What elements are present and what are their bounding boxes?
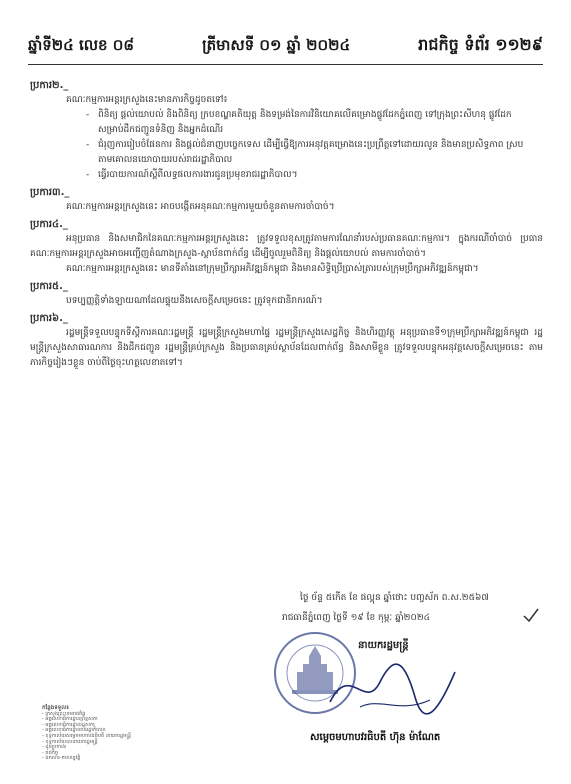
article-6-text: រដ្ឋមន្ត្រីទទួលបន្ទុកទីស្តីការគណៈរដ្ឋមន្ត្រី រដ្ឋមន្ត្រីក្រសួងមហាផ្ទៃ រដ្ឋមន្ត្រីក្រសួងសេដ្ឋកិច្ច និងហិរញ្ញវត្ថុ អនុប្រធានទី១ក្រុមប្រឹក្សាអភិវឌ្ឍន៍កម្ពុជា រដ្ឋមន្ត្រីក្រសួងសាធារណការ និងដឹកជញ្ជូន រដ្ឋមន្ត្រីគ្រប់ក្រសួង និងប្រធានគ្រប់ស្ថាប័នដែលពាក់ព័ន្ធ និងសាមីខ្លួន ត្រូវទទួលបន្ទុកអនុវត្តសេចក្តីសម្រេចនេះ តាមភារកិច្ចរៀងៗខ្លួន ចាប់ពីថ្ងៃចុះហត្ថលេខាតទៅ។ [30, 328, 543, 368]
article-4-text: អនុប្រធាន និងសមាជិកនៃគណៈកម្មការអន្តរក្រសួងនេះ ត្រូវទទួលខុសត្រូវតាមការណែនាំរបស់ប្រធានគណៈកម្មការ។ ក្នុងករណីចាំបាច់ ប្រធានគណៈកម្មការអន្តរក្រសួងអាចអញ្ជើញតំណាងក្រសួង-ស្ថាប័នពាក់ព័ន្ធ ដើម្បីចូលរួមពិនិត្យ និងផ្តល់យោបល់ តាមការចាំបាច់។ [30, 234, 543, 259]
article-2-title: ប្រការ២._ [30, 80, 69, 91]
recipients-title: កន្លែងទទួល៖ [42, 705, 69, 711]
recipient-item: - អគ្គលេខាធិការដ្ឋានព្រឹទ្ធសភា [42, 716, 98, 723]
recipient-item: - រាជកិច្ច [42, 749, 59, 756]
article-2-duties [30, 108, 543, 183]
recipient-item: - ដូចប្រការ៦ [42, 744, 67, 751]
header-divider [28, 64, 543, 65]
page-number: រាជកិច្ច ទំព័រ ១១២៩ [418, 35, 543, 54]
recipient-item: - អគ្គលេខាធិការដ្ឋានរាជរដ្ឋាភិបាល [42, 727, 106, 734]
duty-item: - ជំរុញការរៀបចំផែនការ និងផ្តល់ជំនាញបច្ចេកទេស ដើម្បីធ្វើឱ្យការអនុវត្តគម្រោងនេះប្រព្រឹត្តទៅដោយរលូន និងមានប្រសិទ្ធភាព ស្របតាមគោលនយោបាយរបស់រាជរដ្ឋាភិបាល [30, 138, 543, 168]
duty-item: - ពិនិត្យ ផ្តល់យោបល់ និងពិនិត្យ ក្របខណ្ឌគតិយុត្ត និងទម្រង់នៃការវិនិយោគលើគម្រោងផ្លូវដែកភ្នំពេញ ទៅក្រុងព្រះសីហនុ ផ្លូវដែកសម្រាប់ដឹកជញ្ជូនទំនិញ និងអ្នកដំណើរ [30, 108, 543, 138]
recipient-item: - អគ្គលេខាធិការដ្ឋានរដ្ឋសភា [42, 721, 95, 728]
checkmark-icon [432, 606, 542, 624]
recipient-item: - ឯកសារ-កាលប្បវត្តិ [42, 755, 81, 762]
recipient-item: - ខុទ្ទកាល័យឧបនាយករដ្ឋមន្ត្រី [42, 738, 98, 745]
article-4-text-2: គណៈកម្មការអន្តរក្រសួងនេះ មានទីតាំងនៅក្រុមប្រឹក្សាអភិវឌ្ឍន៍កម្ពុជា និងមានសិទ្ធិប្រើប្រាស់ត្រារបស់ក្រុមប្រឹក្សាអភិវឌ្ឍន៍កម្ពុជា។ [66, 264, 479, 274]
article-5-text: បទប្បញ្ញត្តិទាំងឡាយណាដែលផ្ទុយនឹងសេចក្តីសម្រេចនេះ ត្រូវទុកជានិរាករណ៍។ [66, 296, 323, 306]
article-5-title: ប្រការ៥._ [30, 281, 68, 292]
article-4-title: ប្រការ៤._ [30, 219, 68, 230]
duty-item: - ធ្វើរបាយការណ៍ស្តីពីលទ្ធផលការងារជូនប្រមុខរាជរដ្ឋាភិបាល។ [30, 168, 543, 183]
article-2-intro: គណៈកម្មការអន្តរក្រសួងនេះមានភារកិច្ចដូចតទៅ៖ [66, 95, 228, 105]
recipient-item: - ក្រសួងព្រះបរមរាជវាំង [42, 710, 86, 717]
document-body [30, 76, 543, 371]
issue-number: ឆ្នាំទី២៤ លេខ ០៨ [28, 36, 135, 54]
lunar-date: ថ្ងៃ ច័ន្ទ ៥កើត ខែ ផល្គុន ឆ្នាំថោះ បញ្ចស័ក ព.ស.២៥៦៧ [300, 593, 489, 603]
issue-date: ត្រីមាសទី ០១ ឆ្នាំ ២០២៤ [202, 36, 351, 54]
recipients-list [42, 706, 172, 762]
stamp-label: នាយករដ្ឋមន្ត្រី [358, 640, 409, 651]
signature-block [260, 592, 550, 762]
recipient-item: - ខុទ្ទកាល័យសម្តេចមហាបវរធិបតី នាយករដ្ឋមន្ត្រី [42, 732, 131, 739]
gazette-header [28, 32, 543, 58]
signer-name: សម្តេចមហាបវរធិបតី ហ៊ុន ម៉ាណែត [310, 732, 441, 743]
article-6-title: ប្រការ៦._ [30, 313, 68, 324]
place-date: រាជធានីភ្នំពេញ ថ្ងៃទី ១៩ ខែ កុម្ភៈ ឆ្នាំ២០២៤ [282, 613, 431, 623]
handwritten-signature-icon [320, 652, 460, 722]
article-3-text: គណៈកម្មការអន្តរក្រសួងនេះ អាចបង្កើតអនុគណៈកម្មការមួយចំនួនតាមការចាំបាច់។ [66, 202, 335, 212]
article-3-title: ប្រការ៣._ [30, 187, 70, 198]
